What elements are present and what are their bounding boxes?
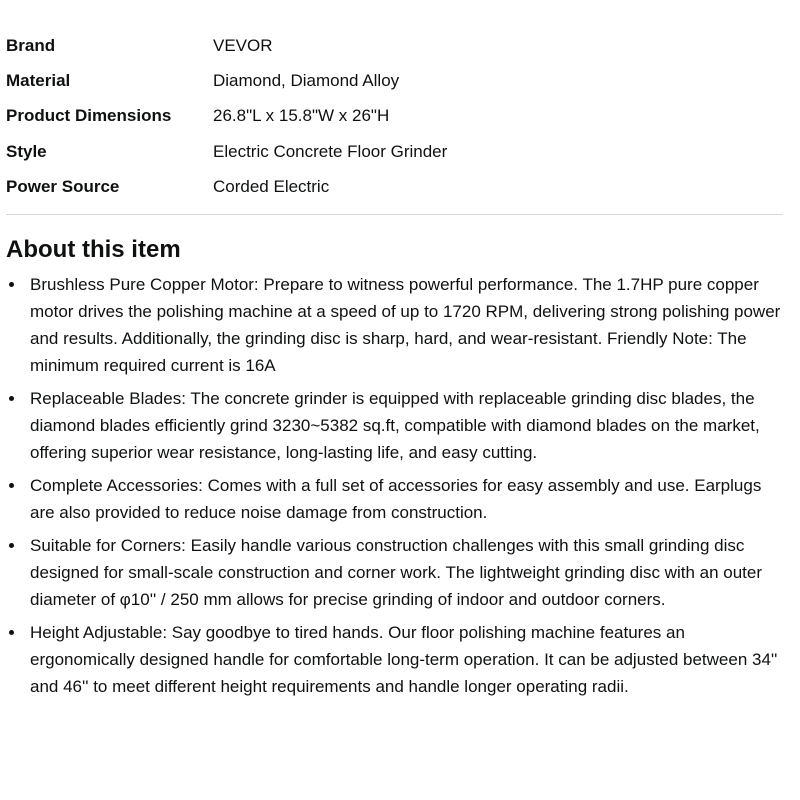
bullet-dot-icon — [9, 483, 14, 488]
feature-bullet-text: Height Adjustable: Say goodbye to tired hands. Our floor polishing machine features an ergonomically designed handle for comfortable long-term operation. It can be adjusted between 34'' and 46'' to meet different height requirements and handle longer operating radii. — [30, 623, 778, 697]
bullet-dot-icon — [9, 282, 14, 287]
feature-bullet-text: Replaceable Blades: The concrete grinder is equipped with replaceable grinding disc blades, the diamond blades efficiently grind 3230~5382 sq.ft, compatible with diamond blades on the market, offering superior wear resistance, long-lasting life, and easy cutting. — [30, 389, 760, 463]
about-this-item-heading: About this item — [6, 236, 181, 264]
spec-row-brand — [6, 28, 447, 63]
spec-label: Product Dimensions — [6, 106, 172, 126]
spec-value: Corded Electric — [213, 176, 330, 196]
spec-row-style — [6, 134, 447, 169]
spec-row-product-dimensions — [6, 99, 447, 134]
spec-label: Material — [6, 70, 71, 90]
feature-bullet-list — [6, 271, 786, 700]
section-divider — [6, 214, 783, 215]
spec-label: Style — [6, 141, 47, 161]
product-specs-table — [6, 28, 447, 204]
spec-value: Diamond, Diamond Alloy — [213, 70, 400, 90]
feature-bullet — [6, 472, 786, 526]
spec-row-material — [6, 63, 447, 98]
spec-row-power-source — [6, 169, 447, 204]
spec-label: Brand — [6, 35, 56, 55]
feature-bullet — [6, 532, 786, 613]
bullet-dot-icon — [9, 630, 14, 635]
product-details — [6, 28, 786, 706]
feature-bullet-text: Brushless Pure Copper Motor: Prepare to witness powerful performance. The 1.7HP pure copper motor drives the polishing machine at a speed of up to 1720 RPM, delivering strong polishing power and results. Additionally, the grinding disc is sharp, hard, and wear-resistant. Friendly Note: The minimum required current is 16A — [30, 275, 781, 376]
bullet-dot-icon — [9, 543, 14, 548]
feature-bullet — [6, 619, 786, 700]
bullet-dot-icon — [9, 396, 14, 401]
feature-bullet-text: Complete Accessories: Comes with a full set of accessories for easy assembly and use. Earplugs are also provided to reduce noise damage from construction. — [30, 476, 762, 523]
feature-bullet — [6, 271, 786, 379]
spec-value: 26.8"L x 15.8"W x 26"H — [213, 106, 390, 126]
spec-value: Electric Concrete Floor Grinder — [213, 141, 448, 161]
spec-label: Power Source — [6, 176, 120, 196]
spec-value: VEVOR — [213, 35, 273, 55]
feature-bullet-text: Suitable for Corners: Easily handle various construction challenges with this small grinding disc designed for small-scale construction and corner work. The lightweight grinding disc with an outer diameter of φ10'' / 250 mm allows for precise grinding of indoor and outdoor corners. — [30, 536, 763, 610]
feature-bullet — [6, 385, 786, 466]
